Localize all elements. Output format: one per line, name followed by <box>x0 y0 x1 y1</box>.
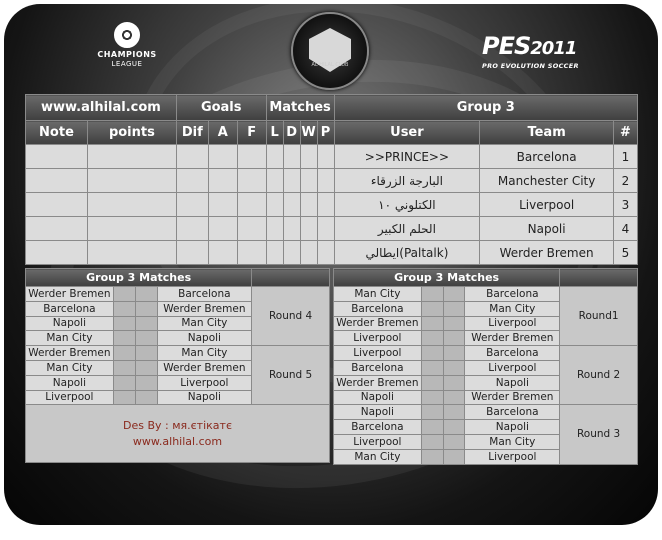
site-header: www.alhilal.com <box>26 95 177 121</box>
stat-cell <box>266 169 283 193</box>
stat-cell <box>317 241 334 265</box>
home-team: Werder Bremen <box>334 375 422 390</box>
round-label: Round 2 <box>560 346 638 405</box>
matches-header: Matches <box>266 95 334 121</box>
away-team: Liverpool <box>465 360 560 375</box>
user-cell: الكتلوني ١٠ <box>334 193 480 217</box>
score-cell <box>113 390 135 405</box>
score-cell <box>443 405 465 420</box>
header-row <box>26 95 638 121</box>
stat-cell <box>317 169 334 193</box>
stat-cell <box>208 193 237 217</box>
matches-title-blank <box>560 269 638 287</box>
rank-cell: 3 <box>613 193 637 217</box>
stat-cell <box>87 241 176 265</box>
score-cell <box>443 449 465 464</box>
group-header: Group 3 <box>334 95 637 121</box>
col-f: F <box>237 121 266 145</box>
match-row <box>334 405 638 420</box>
standings-row <box>26 193 638 217</box>
stat-cell <box>176 193 208 217</box>
stat-cell <box>176 241 208 265</box>
away-team: Barcelona <box>465 287 560 302</box>
score-cell <box>113 301 135 316</box>
away-team: Napoli <box>465 375 560 390</box>
logo-text: PES2011 <box>482 32 577 60</box>
score-cell <box>113 375 135 390</box>
stat-cell <box>237 193 266 217</box>
home-team: Liverpool <box>26 390 114 405</box>
champions-league-logo <box>92 22 162 69</box>
stat-cell <box>300 217 317 241</box>
standings-row <box>26 217 638 241</box>
stat-cell <box>87 169 176 193</box>
stat-cell <box>317 217 334 241</box>
score-cell <box>135 375 157 390</box>
logo-text: AL-HILAL CLUB <box>311 62 349 68</box>
goals-header: Goals <box>176 95 266 121</box>
stat-cell <box>26 217 88 241</box>
score-cell <box>421 360 443 375</box>
stat-cell <box>283 169 300 193</box>
stat-cell <box>283 217 300 241</box>
home-team: Napoli <box>334 405 422 420</box>
left-matches-table <box>25 268 330 463</box>
away-team: Liverpool <box>465 316 560 331</box>
score-cell <box>421 405 443 420</box>
away-team: Man City <box>465 434 560 449</box>
stat-cell <box>237 241 266 265</box>
stat-cell <box>317 145 334 169</box>
score-cell <box>421 346 443 361</box>
stat-cell <box>208 217 237 241</box>
score-cell <box>135 346 157 361</box>
stat-cell <box>300 241 317 265</box>
team-cell: Napoli <box>480 217 614 241</box>
credit-row <box>26 405 330 463</box>
standings-table <box>25 94 638 265</box>
away-team: Werder Bremen <box>157 360 252 375</box>
stat-cell <box>26 193 88 217</box>
score-cell <box>421 316 443 331</box>
col-num: # <box>613 121 637 145</box>
score-cell <box>135 301 157 316</box>
away-team: Liverpool <box>157 375 252 390</box>
home-team: Napoli <box>26 316 114 331</box>
score-cell <box>135 316 157 331</box>
stat-cell <box>176 217 208 241</box>
stat-cell <box>266 241 283 265</box>
col-l: L <box>266 121 283 145</box>
stat-cell <box>266 193 283 217</box>
score-cell <box>443 420 465 435</box>
matches-title: Group 3 Matches <box>334 269 560 287</box>
score-cell <box>421 331 443 346</box>
away-team: Man City <box>465 301 560 316</box>
match-row <box>334 346 638 361</box>
home-team: Barcelona <box>334 420 422 435</box>
stat-cell <box>237 217 266 241</box>
match-row <box>26 287 330 302</box>
stat-cell <box>87 217 176 241</box>
away-team: Barcelona <box>465 405 560 420</box>
score-cell <box>421 420 443 435</box>
score-cell <box>113 360 135 375</box>
matches-title: Group 3 Matches <box>26 269 252 287</box>
away-team: Werder Bremen <box>465 390 560 405</box>
home-team: Napoli <box>26 375 114 390</box>
score-cell <box>135 360 157 375</box>
logo-text: CHAMPIONS <box>97 50 157 59</box>
away-team: Werder Bremen <box>465 331 560 346</box>
user-cell: البارجة الزرقاء <box>334 169 480 193</box>
home-team: Man City <box>26 331 114 346</box>
stat-cell <box>176 169 208 193</box>
rank-cell: 5 <box>613 241 637 265</box>
al-hilal-logo <box>291 12 369 90</box>
score-cell <box>113 316 135 331</box>
score-cell <box>443 287 465 302</box>
stat-cell <box>208 169 237 193</box>
stat-cell <box>317 193 334 217</box>
home-team: Man City <box>26 360 114 375</box>
stat-cell <box>176 145 208 169</box>
stat-cell <box>87 145 176 169</box>
match-row <box>334 287 638 302</box>
score-cell <box>421 301 443 316</box>
score-cell <box>443 360 465 375</box>
stat-cell <box>283 145 300 169</box>
score-cell <box>443 301 465 316</box>
matches-header-row <box>334 269 638 287</box>
home-team: Liverpool <box>334 434 422 449</box>
user-cell: >>PRINCE>> <box>334 145 480 169</box>
col-team: Team <box>480 121 614 145</box>
col-d: D <box>283 121 300 145</box>
score-cell <box>113 331 135 346</box>
home-team: Liverpool <box>334 331 422 346</box>
right-matches-table <box>333 268 638 465</box>
standings-row <box>26 145 638 169</box>
home-team: Barcelona <box>334 301 422 316</box>
designer-credit: Des By : мя.єтікатє <box>123 418 232 432</box>
stat-cell <box>26 145 88 169</box>
logo-text: LEAGUE <box>111 60 143 68</box>
away-team: Napoli <box>157 331 252 346</box>
home-team: Barcelona <box>26 301 114 316</box>
home-team: Napoli <box>334 390 422 405</box>
score-cell <box>421 375 443 390</box>
logo-text: PRO EVOLUTION SOCCER <box>482 62 579 70</box>
stat-cell <box>300 193 317 217</box>
score-cell <box>443 390 465 405</box>
team-cell: Liverpool <box>480 193 614 217</box>
rank-cell: 1 <box>613 145 637 169</box>
score-cell <box>443 375 465 390</box>
standings-row <box>26 169 638 193</box>
home-team: Werder Bremen <box>334 316 422 331</box>
score-cell <box>443 331 465 346</box>
score-cell <box>443 346 465 361</box>
col-dif: Dif <box>176 121 208 145</box>
home-team: Werder Bremen <box>26 346 114 361</box>
score-cell <box>135 287 157 302</box>
round-label: Round 3 <box>560 405 638 464</box>
stat-cell <box>300 145 317 169</box>
score-cell <box>421 390 443 405</box>
round-label: Round1 <box>560 287 638 346</box>
home-team: Man City <box>334 287 422 302</box>
stat-cell <box>300 169 317 193</box>
rank-cell: 4 <box>613 217 637 241</box>
stat-cell <box>208 145 237 169</box>
starball-icon <box>114 22 140 48</box>
away-team: Barcelona <box>465 346 560 361</box>
column-header-row <box>26 121 638 145</box>
score-cell <box>135 331 157 346</box>
col-a: A <box>208 121 237 145</box>
stat-cell <box>26 169 88 193</box>
away-team: Liverpool <box>465 449 560 464</box>
team-cell: Barcelona <box>480 145 614 169</box>
score-cell <box>443 434 465 449</box>
round-label: Round 4 <box>252 287 330 346</box>
away-team: Barcelona <box>157 287 252 302</box>
score-cell <box>113 346 135 361</box>
home-team: Liverpool <box>334 346 422 361</box>
score-cell <box>135 390 157 405</box>
score-cell <box>421 449 443 464</box>
standings-row <box>26 241 638 265</box>
stat-cell <box>208 241 237 265</box>
away-team: Man City <box>157 346 252 361</box>
score-cell <box>421 287 443 302</box>
matches-title-blank <box>252 269 330 287</box>
rank-cell: 2 <box>613 169 637 193</box>
away-team: Man City <box>157 316 252 331</box>
score-cell <box>421 434 443 449</box>
home-team: Man City <box>334 449 422 464</box>
credit-cell <box>26 405 330 463</box>
match-row <box>26 346 330 361</box>
col-w: W <box>300 121 317 145</box>
stat-cell <box>283 193 300 217</box>
stat-cell <box>266 145 283 169</box>
away-team: Werder Bremen <box>157 301 252 316</box>
credit-website: www.alhilal.com <box>132 434 223 448</box>
score-cell <box>443 316 465 331</box>
stat-cell <box>26 241 88 265</box>
away-team: Napoli <box>465 420 560 435</box>
stat-cell <box>237 169 266 193</box>
matches-header-row <box>26 269 330 287</box>
score-cell <box>113 287 135 302</box>
pes-2011-logo <box>482 34 588 70</box>
user-cell: ايطالي(Paltalk) <box>334 241 480 265</box>
stat-cell <box>237 145 266 169</box>
user-cell: الحلم الكبير <box>334 217 480 241</box>
stat-cell <box>266 217 283 241</box>
col-user: User <box>334 121 480 145</box>
stat-cell <box>87 193 176 217</box>
stat-cell <box>283 241 300 265</box>
team-cell: Manchester City <box>480 169 614 193</box>
team-cell: Werder Bremen <box>480 241 614 265</box>
col-note: Note <box>26 121 88 145</box>
home-team: Barcelona <box>334 360 422 375</box>
away-team: Napoli <box>157 390 252 405</box>
col-points: points <box>87 121 176 145</box>
home-team: Werder Bremen <box>26 287 114 302</box>
round-label: Round 5 <box>252 346 330 405</box>
col-p: P <box>317 121 334 145</box>
